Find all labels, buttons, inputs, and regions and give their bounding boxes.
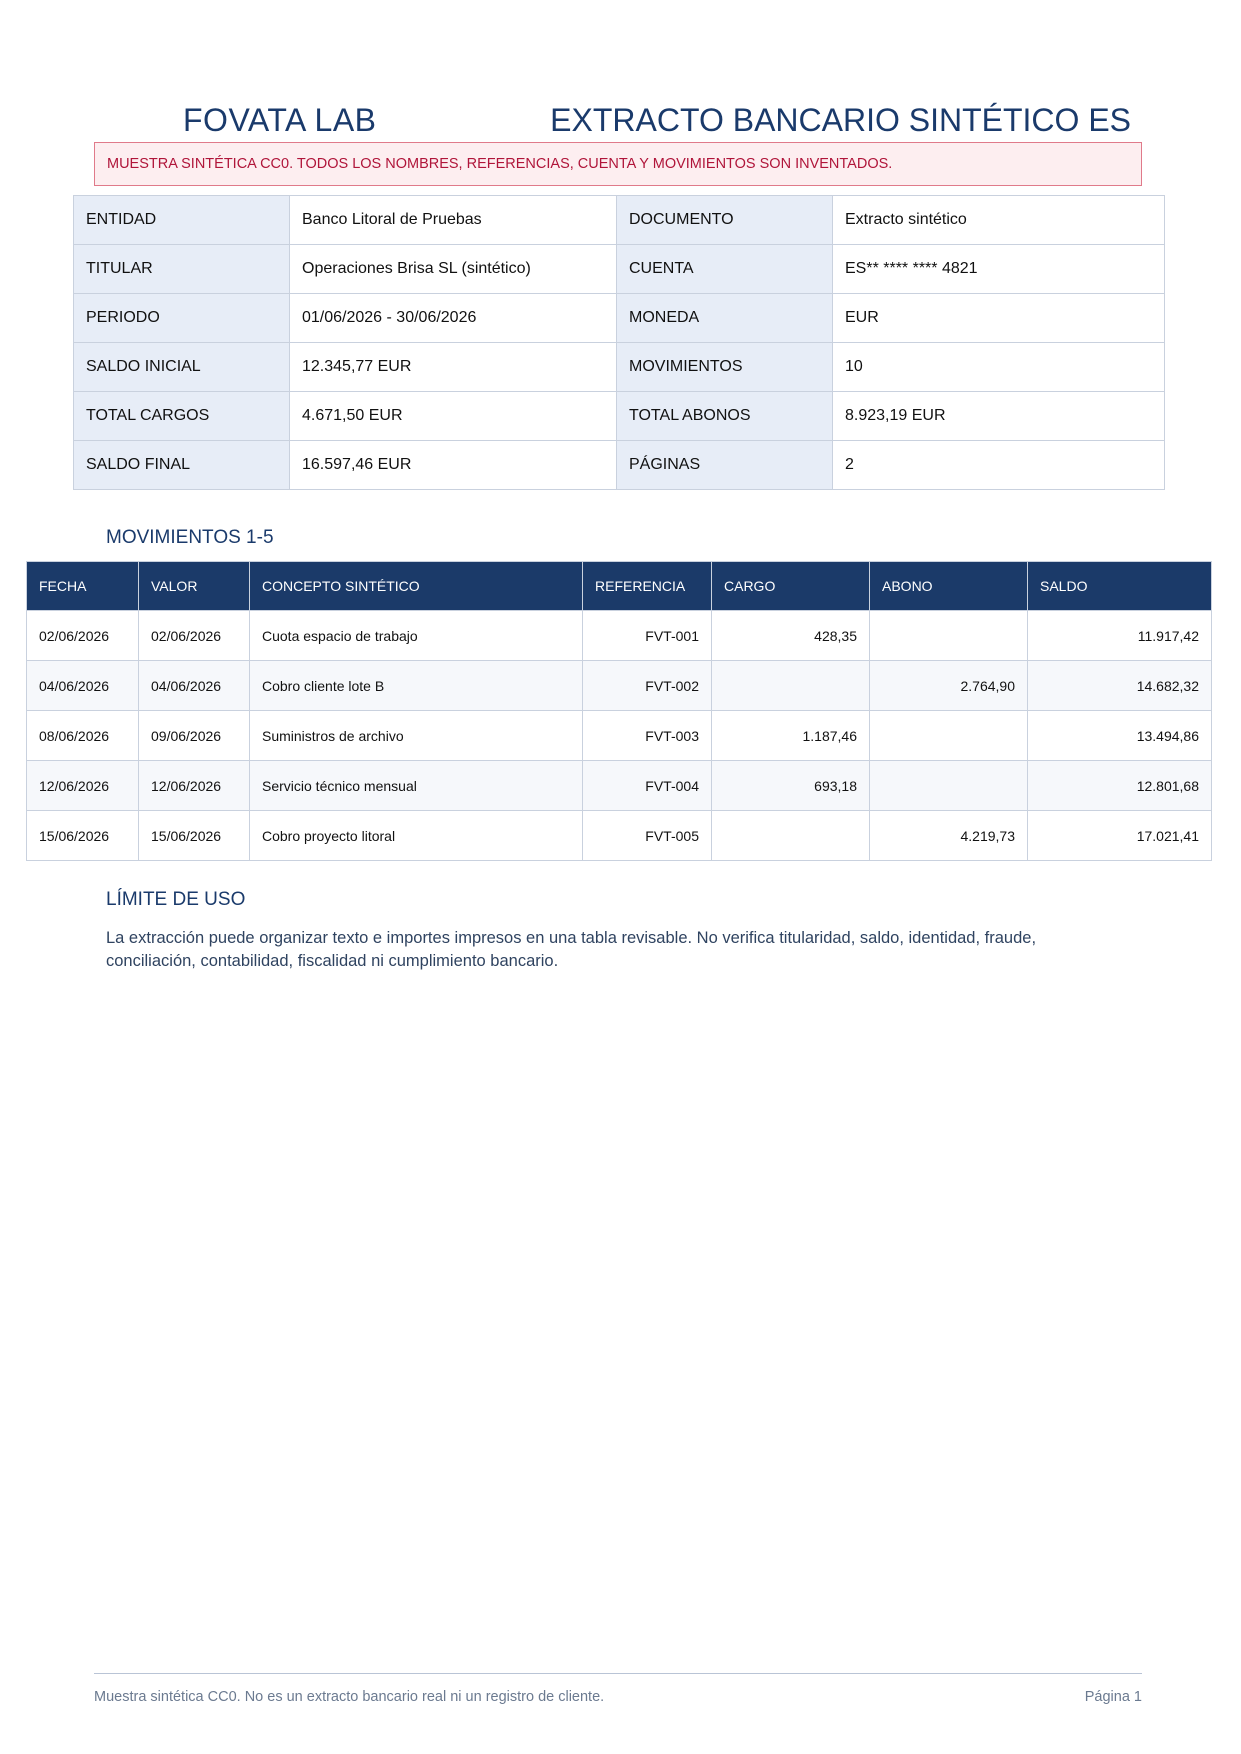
table-cell: 14.682,32	[1028, 661, 1212, 711]
brand-name: FOVATA LAB	[183, 102, 377, 138]
summary-value: ES** **** **** 4821	[833, 245, 1165, 294]
summary-row	[74, 294, 1165, 343]
table-cell: 12.801,68	[1028, 761, 1212, 811]
table-cell: Cuota espacio de trabajo	[250, 611, 583, 661]
summary-value: 12.345,77 EUR	[290, 343, 617, 392]
summary-value: EUR	[833, 294, 1165, 343]
summary-key: MONEDA	[617, 294, 833, 343]
summary-key: PERIODO	[74, 294, 290, 343]
table-cell: 428,35	[712, 611, 870, 661]
summary-value: 16.597,46 EUR	[290, 441, 617, 490]
table-cell: Servicio técnico mensual	[250, 761, 583, 811]
table-cell: 12/06/2026	[139, 761, 250, 811]
movements-table	[26, 561, 1212, 861]
table-cell: Suministros de archivo	[250, 711, 583, 761]
summary-value: Banco Litoral de Pruebas	[290, 196, 617, 245]
account-summary-table	[73, 195, 1165, 490]
summary-value: 2	[833, 441, 1165, 490]
summary-key: CUENTA	[617, 245, 833, 294]
table-cell: Cobro proyecto litoral	[250, 811, 583, 861]
movements-header-row	[27, 562, 1212, 611]
table-cell	[870, 761, 1028, 811]
table-cell: FVT-001	[583, 611, 712, 661]
table-cell: 17.021,41	[1028, 811, 1212, 861]
summary-key: SALDO INICIAL	[74, 343, 290, 392]
table-cell: 04/06/2026	[27, 661, 139, 711]
table-cell	[870, 711, 1028, 761]
column-header: VALOR	[139, 562, 250, 611]
table-cell: FVT-004	[583, 761, 712, 811]
column-header: SALDO	[1028, 562, 1212, 611]
summary-value: 10	[833, 343, 1165, 392]
table-row	[27, 811, 1212, 861]
footer-divider	[94, 1673, 1142, 1674]
column-header: ABONO	[870, 562, 1028, 611]
summary-key: TOTAL CARGOS	[74, 392, 290, 441]
summary-key: TITULAR	[74, 245, 290, 294]
document-header	[0, 98, 1241, 144]
column-header: REFERENCIA	[583, 562, 712, 611]
table-cell: 12/06/2026	[27, 761, 139, 811]
table-cell	[712, 811, 870, 861]
table-cell: 2.764,90	[870, 661, 1028, 711]
summary-key: ENTIDAD	[74, 196, 290, 245]
summary-value: 4.671,50 EUR	[290, 392, 617, 441]
summary-row	[74, 196, 1165, 245]
column-header: CARGO	[712, 562, 870, 611]
usage-limit-text: La extracción puede organizar texto e importes impresos en una tabla revisable. No verifica titularidad, saldo, identidad, fraude, conciliación, contabilidad, fiscalidad ni cumplimiento bancario.	[106, 929, 1037, 970]
table-row	[27, 611, 1212, 661]
table-cell: 4.219,73	[870, 811, 1028, 861]
summary-row	[74, 245, 1165, 294]
synthetic-warning-banner: MUESTRA SINTÉTICA CC0. TODOS LOS NOMBRES, REFERENCIAS, CUENTA Y MOVIMIENTOS SON INVENTADOS.	[94, 142, 1142, 186]
summary-key: PÁGINAS	[617, 441, 833, 490]
column-header: CONCEPTO SINTÉTICO	[250, 562, 583, 611]
table-cell	[712, 661, 870, 711]
column-header: FECHA	[27, 562, 139, 611]
summary-row	[74, 441, 1165, 490]
summary-value: 8.923,19 EUR	[833, 392, 1165, 441]
table-cell: 09/06/2026	[139, 711, 250, 761]
table-cell: 11.917,42	[1028, 611, 1212, 661]
table-cell: 13.494,86	[1028, 711, 1212, 761]
summary-key: TOTAL ABONOS	[617, 392, 833, 441]
movements-heading: MOVIMIENTOS 1-5	[106, 527, 274, 548]
summary-key: SALDO FINAL	[74, 441, 290, 490]
summary-row	[74, 343, 1165, 392]
usage-limit-heading: LÍMITE DE USO	[106, 889, 246, 910]
table-cell: 02/06/2026	[139, 611, 250, 661]
table-cell: 04/06/2026	[139, 661, 250, 711]
table-cell	[870, 611, 1028, 661]
table-cell: 15/06/2026	[139, 811, 250, 861]
summary-key: DOCUMENTO	[617, 196, 833, 245]
table-row	[27, 761, 1212, 811]
table-cell: 08/06/2026	[27, 711, 139, 761]
table-row	[27, 661, 1212, 711]
table-row	[27, 711, 1212, 761]
table-cell: Cobro cliente lote B	[250, 661, 583, 711]
table-cell: FVT-005	[583, 811, 712, 861]
table-cell: 1.187,46	[712, 711, 870, 761]
summary-key: MOVIMIENTOS	[617, 343, 833, 392]
page-number: Página 1	[1084, 1689, 1142, 1705]
footer-disclaimer: Muestra sintética CC0. No es un extracto bancario real ni un registro de cliente.	[94, 1689, 605, 1705]
summary-value: Extracto sintético	[833, 196, 1165, 245]
summary-value: 01/06/2026 - 30/06/2026	[290, 294, 617, 343]
summary-value: Operaciones Brisa SL (sintético)	[290, 245, 617, 294]
table-cell: FVT-002	[583, 661, 712, 711]
summary-row	[74, 392, 1165, 441]
document-title: EXTRACTO BANCARIO SINTÉTICO ES	[550, 102, 1131, 138]
table-cell: 02/06/2026	[27, 611, 139, 661]
table-cell: 693,18	[712, 761, 870, 811]
table-cell: FVT-003	[583, 711, 712, 761]
table-cell: 15/06/2026	[27, 811, 139, 861]
